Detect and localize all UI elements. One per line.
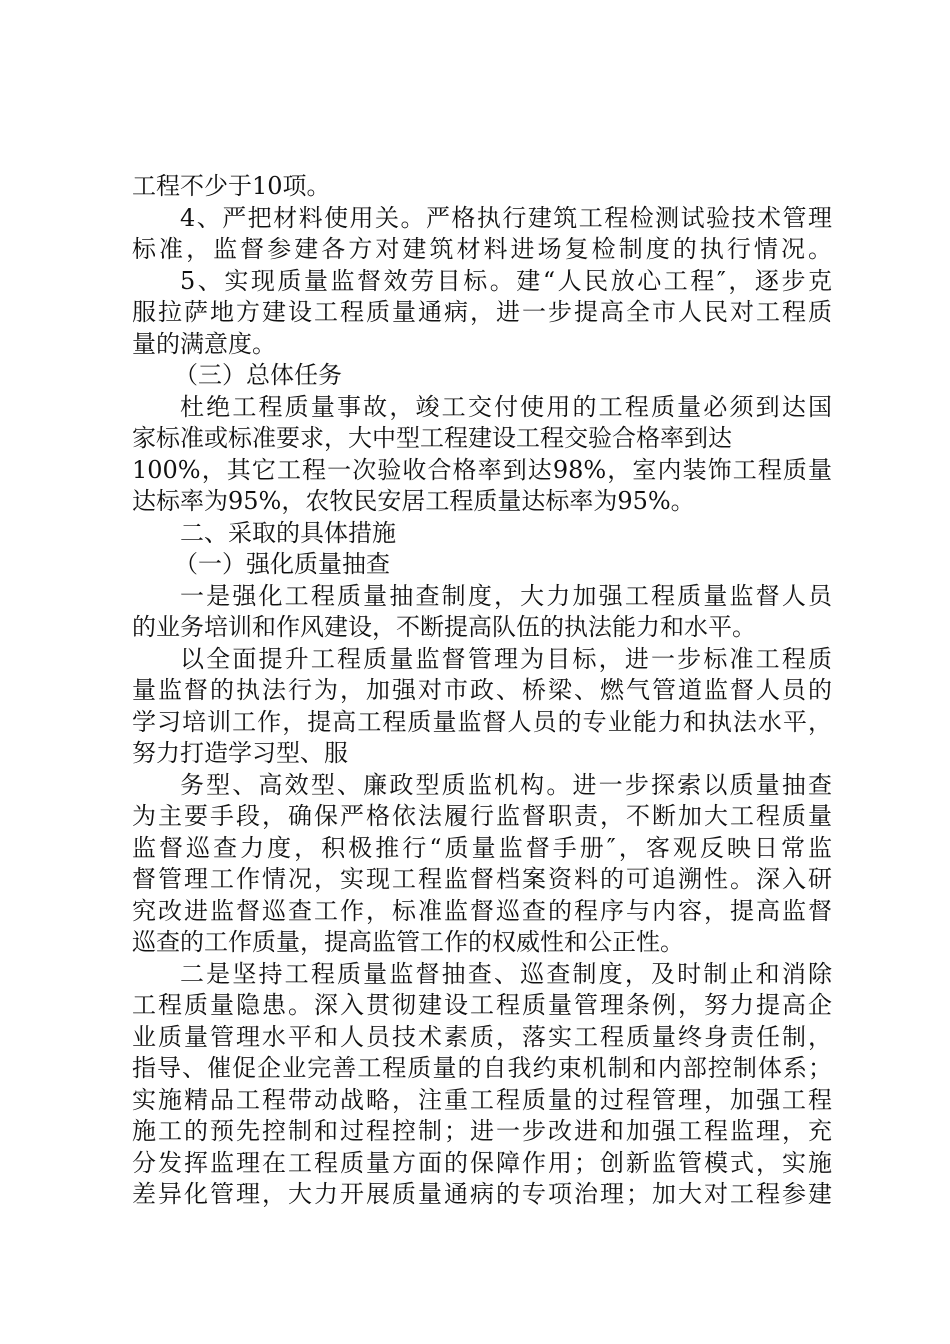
text-line: 标准，监督参建各方对建筑材料进场复检制度的执行情况。 — [132, 235, 832, 263]
text-line: 究改进监督巡查工作，标准监督巡查的程序与内容，提高监督 — [132, 896, 832, 925]
text-line: 差异化管理，大力开展质量通病的专项治理；加大对工程参建 — [132, 1180, 832, 1208]
text-line: 监督巡查力度，积极推行“质量监督手册″，客观反映日常监 — [132, 833, 832, 862]
text-line: （一）强化质量抽查 — [174, 550, 390, 578]
text-line: 服拉萨地方建设工程质量通病，进一步提高全市人民对工程质 — [132, 298, 832, 326]
text-line: 家标准或标准要求，大中型工程建设工程交验合格率到达 — [132, 424, 732, 452]
text-line: 工程质量隐患。深入贯彻建设工程质量管理条例，努力提高企 — [132, 991, 832, 1019]
text-line: 达标率为95%，农牧民安居工程质量达标率为95%。 — [132, 487, 695, 515]
text-line: （三）总体任务 — [174, 361, 342, 389]
text-line: 务型、高效型、廉政型质监机构。进一步探索以质量抽查 — [180, 770, 832, 799]
text-line: 一是强化工程质量抽查制度，大力加强工程质量监督人员 — [180, 581, 832, 610]
text-line: 施工的预先控制和过程控制；进一步改进和加强工程监理，充 — [132, 1117, 832, 1145]
text-line: 实施精品工程带动战略，注重工程质量的过程管理，加强工程 — [132, 1085, 832, 1114]
text-line: 量的满意度。 — [132, 329, 276, 358]
text-line: 业质量管理水平和人员技术素质，落实工程质量终身责任制， — [132, 1022, 832, 1051]
text-line: 巡查的工作质量，提高监管工作的权威性和公正性。 — [132, 928, 684, 956]
text-line: 杜绝工程质量事故，竣工交付使用的工程质量必须到达国 — [180, 392, 832, 421]
text-line: 量监督的执法行为，加强对市政、桥梁、燃气管道监督人员的 — [132, 676, 832, 704]
text-line: 二、采取的具体措施 — [180, 518, 396, 547]
text-line: 工程不少于10项。 — [132, 172, 331, 200]
document-body — [132, 171, 832, 1211]
text-line: 100%，其它工程一次验收合格率到达98%，室内装饰工程质量 — [132, 455, 832, 484]
text-line: 学习培训工作，提高工程质量监督人员的专业能力和执法水平， — [132, 707, 832, 736]
text-line: 的业务培训和作风建设，不断提高队伍的执法能力和水平。 — [132, 613, 756, 641]
text-line: 以全面提升工程质量监督管理为目标，进一步标准工程质 — [180, 644, 832, 673]
text-line: 二是坚持工程质量监督抽查、巡查制度，及时制止和消除 — [180, 959, 832, 988]
text-line: 5、实现质量监督效劳目标。建“人民放心工程″，逐步克 — [180, 266, 832, 295]
text-line: 指导、催促企业完善工程质量的自我约束机制和内部控制体系； — [132, 1054, 832, 1082]
text-line: 4、严把材料使用关。严格执行建筑工程检测试验技术管理 — [180, 203, 832, 232]
text-line: 分发挥监理在工程质量方面的保障作用；创新监管模式，实施 — [132, 1148, 832, 1177]
text-line: 督管理工作情况，实现工程监督档案资料的可追溯性。深入研 — [132, 865, 832, 893]
text-line: 努力打造学习型、服 — [132, 739, 348, 767]
text-line: 为主要手段，确保严格依法履行监督职责，不断加大工程质量 — [132, 802, 832, 830]
